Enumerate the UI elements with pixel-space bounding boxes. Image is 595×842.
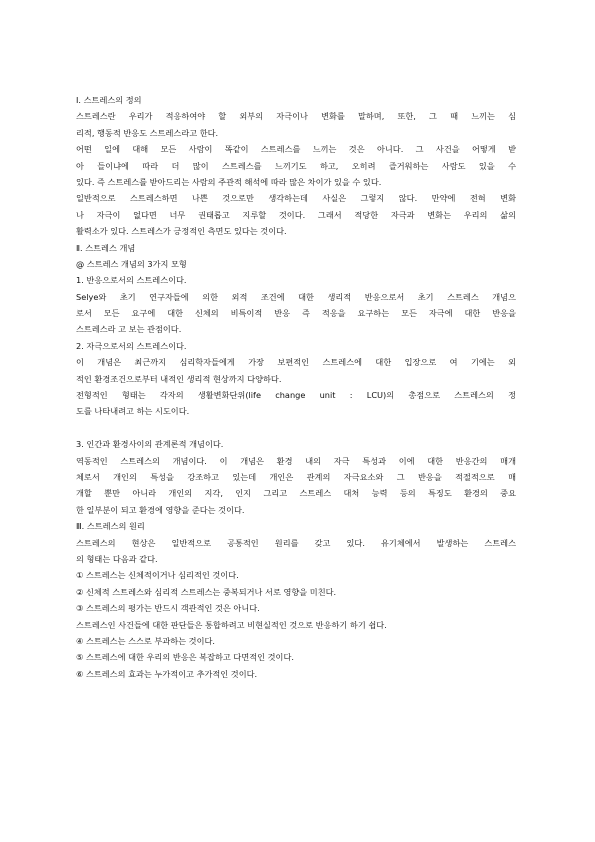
text-line: 로서 모든 요구에 대한 신체의 비특이적 반응 즉 적응을 요구하는 모든 자극에 대한 반응을 — [76, 308, 516, 319]
text-line: 이 개념은 최근까지 심리학자들에게 가장 보편적인 스트레스에 대한 입장으로 여 기에는 외 — [76, 357, 516, 368]
text-line: ③ 스트레스의 평가는 반드시 객관적인 것은 아니다. — [76, 603, 260, 614]
text-line: 역동적인 스트레스의 개념이다. 이 개념은 환경 내의 자극 특성과 이에 대한 반응간의 매개 — [76, 455, 516, 466]
text-line: 한 일부분이 되고 환경에 영향을 준다는 것이다. — [76, 504, 245, 515]
text-line: @ 스트레스 개념의 3가지 모형 — [76, 258, 187, 269]
text-line: 나 자극이 없다면 너무 권태롭고 지루할 것이다. 그래서 적당한 자극과 변화는 우리의 삶의 — [76, 209, 516, 220]
text-line: 개할 뿐만 아니라 개인의 지각, 인지 그리고 스트레스 대처 능력 등의 특징도 환경의 중요 — [76, 488, 516, 499]
text-line: 1. 반응으로서의 스트레스이다. — [76, 275, 187, 286]
text-line: 도를 나타내려고 하는 시도이다. — [76, 406, 190, 417]
text-line: 일반적으로 스트레스하면 나쁜 것으로만 생각하는데 사실은 그렇지 않다. 만약에 전혀 변화 — [76, 193, 516, 204]
document-body — [76, 92, 516, 682]
text-line: 리적, 행동적 반응도 스트레스라고 한다. — [76, 127, 219, 138]
text-line: 전형적인 형태는 각자의 생활변화단위(life change unit : LCU)의 총점으로 스트레스의 정 — [76, 390, 516, 401]
text-line: ⑤ 스트레스에 대한 우리의 반응은 복잡하고 다면적인 것이다. — [76, 652, 294, 663]
text-line: 있다. 즉 스트레스를 받아드리는 사람의 주관적 해석에 따라 많은 차이가 있을 수 있다. — [76, 176, 382, 187]
text-line: 2. 자극으로서의 스트레스이다. — [76, 340, 187, 351]
blank-line — [76, 420, 516, 436]
text-line: ① 스트레스는 신체적이거나 심리적인 것이다. — [76, 570, 239, 581]
text-line: Ⅰ. 스트레스의 정의 — [76, 95, 142, 105]
text-line: 스트레스인 사건들에 대한 판단들은 통합하려고 비현실적인 것으로 반응하기 하기 쉽다. — [76, 619, 387, 630]
text-line: Ⅲ. 스트레스의 원리 — [76, 521, 145, 532]
text-line: 적인 환경조건으로부터 내적인 생리적 현상까지 다양하다. — [76, 373, 282, 384]
text-line: ④ 스트레스는 스스로 부과하는 것이다. — [76, 635, 215, 646]
text-line: 3. 인간과 환경사이의 관계론적 개념이다. — [76, 439, 224, 450]
text-line: ② 신체적 스트레스와 심리적 스트레스는 중복되거나 서로 영향을 미친다. — [76, 586, 337, 597]
text-line: ⑥ 스트레스의 효과는 누가적이고 추가적인 것이다. — [76, 668, 258, 679]
text-line: 스트레스의 현상은 일반적으로 공통적인 원리를 갖고 있다. 유기체에서 발생하는 스트레스 — [76, 537, 516, 548]
text-line: 의 형태는 다음과 같다. — [76, 553, 158, 564]
text-line: Ⅱ. 스트레스 개념 — [76, 242, 136, 253]
text-line: 활력소가 있다. 스트레스가 긍정적인 측면도 있다는 것이다. — [76, 226, 287, 237]
text-line: 스트레스라 고 보는 관점이다. — [76, 324, 182, 335]
text-line: Selye와 초기 연구자들에 의한 외적 조건에 대한 생리적 반응으로서 초기 스트레스 개념으 — [76, 291, 516, 302]
text-line: 스트레스란 우리가 적응하여야 할 외부의 자극이나 변화를 말하며, 또한, 그 때 느끼는 심 — [76, 111, 516, 122]
text-line: 어떤 일에 대해 모든 사람이 똑같이 스트레스를 느끼는 것은 아니다. 그 사건을 어떻게 받 — [76, 144, 516, 155]
text-line: 아 들이냐에 따라 더 많이 스트레스를 느끼기도 하고, 오히려 즐거워하는 사람도 있을 수 — [76, 160, 516, 171]
text-line: 체로서 개인의 특성을 강조하고 있는데 개인은 관계의 자극요소와 그 반응을 적절적으로 매 — [76, 471, 516, 482]
